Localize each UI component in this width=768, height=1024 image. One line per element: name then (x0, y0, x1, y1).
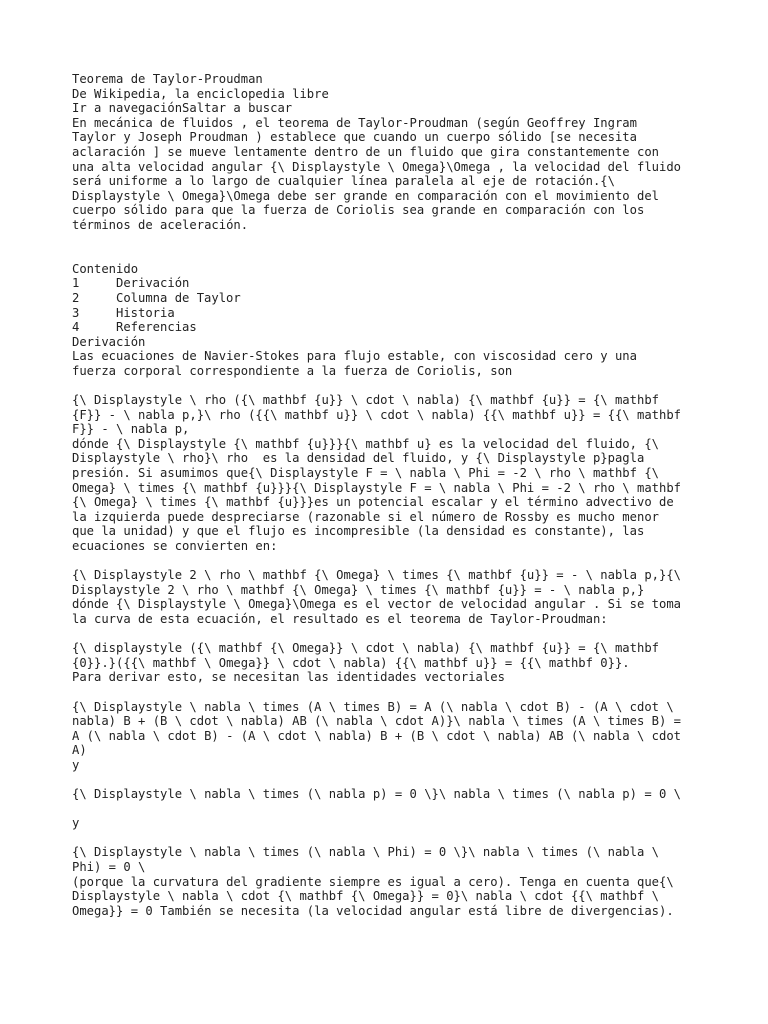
text-line: {\ Displaystyle \ nabla \ times (\ nabla p) = 0 \}\ nabla \ times (\ nabla p) = 0 \ (72, 787, 682, 802)
text-line: la curva de esta ecuación, el resultado es el teorema de Taylor-Proudman: (72, 611, 608, 626)
toc-item-label: Derivación (116, 276, 190, 291)
article-title: Teorema de Taylor-Proudman (72, 72, 263, 86)
text-line: {\ displaystyle ({\ mathbf {\ Omega}} \ cdot \ nabla) {\ mathbf {u}} = {\ mathbf (72, 641, 659, 656)
text-line: términos de aceleración. (72, 217, 249, 232)
toc-item-label: Historia (116, 305, 175, 320)
text-line: {\ Displaystyle \ nabla \ times (\ nabla \ Phi) = 0 \}\ nabla \ times (\ nabla \ (72, 845, 659, 860)
taylor-proudman-theorem (72, 641, 722, 685)
intro-paragraph (72, 116, 722, 233)
text-line: una alta velocidad angular {\ Displaystyle \ Omega}\Omega , la velocidad del fluido (72, 159, 682, 174)
text-line: aclaración ] se mueve lentamente dentro de un fluido que gira constantemente con (72, 144, 659, 159)
text-line: Taylor y Joseph Proudman ) establece que cuando un cuerpo sólido [se necesita (72, 130, 637, 145)
text-line: A (\ nabla \ cdot B) - (A \ cdot \ nabla) B + (B \ cdot \ nabla) AB (\ nabla \ cdot (72, 728, 682, 743)
text-line: Displaystyle \ nabla \ cdot {\ mathbf {\ Omega}} = 0}\ nabla \ cdot {{\ mathbf \ (72, 889, 659, 904)
simplified-equations (72, 568, 722, 626)
navier-stokes-equations (72, 393, 722, 554)
text-line: dónde {\ Displaystyle \ Omega}\Omega es el vector de velocidad angular . Si se toma (72, 597, 682, 612)
text-line: fuerza corporal correspondiente a la fuerza de Coriolis, son (72, 363, 513, 378)
text-line: Displaystyle \ rho}\ rho es la densidad del fluido, y {\ Displaystyle p}pagla (72, 451, 645, 466)
text-line: Para derivar esto, se necesitan las identidades vectoriales (72, 670, 505, 685)
text-line: Phi) = 0 \ (72, 860, 146, 875)
toc-item-number: 1 (72, 276, 80, 291)
toc-item (72, 276, 722, 291)
text-line: será uniforme a lo largo de cualquier línea paralela al eje de rotación.{\ (72, 174, 615, 189)
text-line: {0}}.}({{\ mathbf \ Omega}} \ cdot \ nabla) {{\ mathbf u}} = {{\ mathbf 0}}. (72, 655, 630, 670)
toc-item (72, 320, 722, 335)
toc-item-number: 4 (72, 320, 80, 335)
toc-heading: Contenido (72, 261, 139, 276)
text-line: (porque la curvatura del gradiente siempre es igual a cero). Tenga en cuenta que{\ (72, 874, 674, 889)
toc-item-number: 2 (72, 290, 80, 305)
text-line: la izquierda puede despreciarse (razonable si el número de Rossby es mucho menor (72, 509, 659, 524)
text-line: {\ Displaystyle \ nabla \ times (A \ times B) = A (\ nabla \ cdot B) - (A \ cdot \ (72, 699, 674, 714)
vector-identity-3 (72, 845, 722, 918)
text-line: {\ Omega} \ times {\ mathbf {u}}}es un potencial escalar y el término advectivo de (72, 495, 674, 510)
toc-item (72, 291, 722, 306)
text-line: Omega}} = 0 También se necesita (la velocidad angular está libre de divergencias). (72, 903, 674, 918)
text-line: y (72, 757, 80, 772)
text-line: Displaystyle 2 \ rho \ mathbf {\ Omega} \ times {\ mathbf {u}} = - \ nabla p,} (72, 582, 645, 597)
text-line: {F}} - \ nabla p,}\ rho ({{\ mathbf u}} \ cdot \ nabla) {{\ mathbf u}} = {{\ mathbf (72, 407, 682, 422)
toc-item-label: Referencias (116, 320, 197, 335)
nav-links: Ir a navegaciónSaltar a buscar (72, 101, 293, 116)
table-of-contents (72, 276, 722, 334)
text-line: Displaystyle \ Omega}\Omega debe ser grande en comparación con el movimiento del (72, 188, 659, 203)
text-line: que la unidad) y que el flujo es incompresible (la densidad es constante), las (72, 524, 645, 539)
text-line: y (72, 816, 80, 831)
text-line: {\ Displaystyle 2 \ rho \ mathbf {\ Omega} \ times {\ mathbf {u}} = - \ nabla p,}{\ (72, 568, 682, 583)
toc-item-number: 3 (72, 305, 80, 320)
text-line: A) (72, 743, 87, 758)
text-line: cuerpo sólido para que la fuerza de Coriolis sea grande en comparación con los (72, 203, 645, 218)
toc-item-label: Columna de Taylor (116, 290, 241, 305)
connector-y (72, 816, 722, 831)
text-line: dónde {\ Displaystyle {\ mathbf {u}}}{\ mathbf u} es la velocidad del fluido, {\ (72, 436, 659, 451)
vector-identity-2 (72, 787, 722, 802)
text-line: F}} - \ nabla p, (72, 422, 190, 437)
text-line: Omega} \ times {\ mathbf {u}}}{\ Displaystyle F = \ nabla \ Phi = -2 \ rho \ mathbf (72, 480, 682, 495)
text-line: nabla) B + (B \ cdot \ nabla) AB (\ nabla \ cdot A)}\ nabla \ times (A \ times B) = (72, 714, 682, 729)
text-line: En mecánica de fluidos , el teorema de Taylor-Proudman (según Geoffrey Ingram (72, 115, 637, 130)
text-line: Las ecuaciones de Navier-Stokes para flujo estable, con viscosidad cero y una (72, 349, 637, 364)
section-heading: Derivación (72, 334, 146, 349)
text-line: {\ Displaystyle \ rho ({\ mathbf {u}} \ cdot \ nabla) {\ mathbf {u}} = {\ mathbf (72, 393, 659, 408)
derivation-paragraph (72, 349, 722, 378)
toc-item (72, 306, 722, 321)
vector-identity-1 (72, 700, 722, 773)
text-line: presión. Si asumimos que{\ Displaystyle F = \ nabla \ Phi = -2 \ rho \ mathbf {\ (72, 466, 659, 481)
document-text (72, 72, 722, 918)
text-line: ecuaciones se convierten en: (72, 539, 278, 553)
article-source: De Wikipedia, la enciclopedia libre (72, 86, 329, 101)
